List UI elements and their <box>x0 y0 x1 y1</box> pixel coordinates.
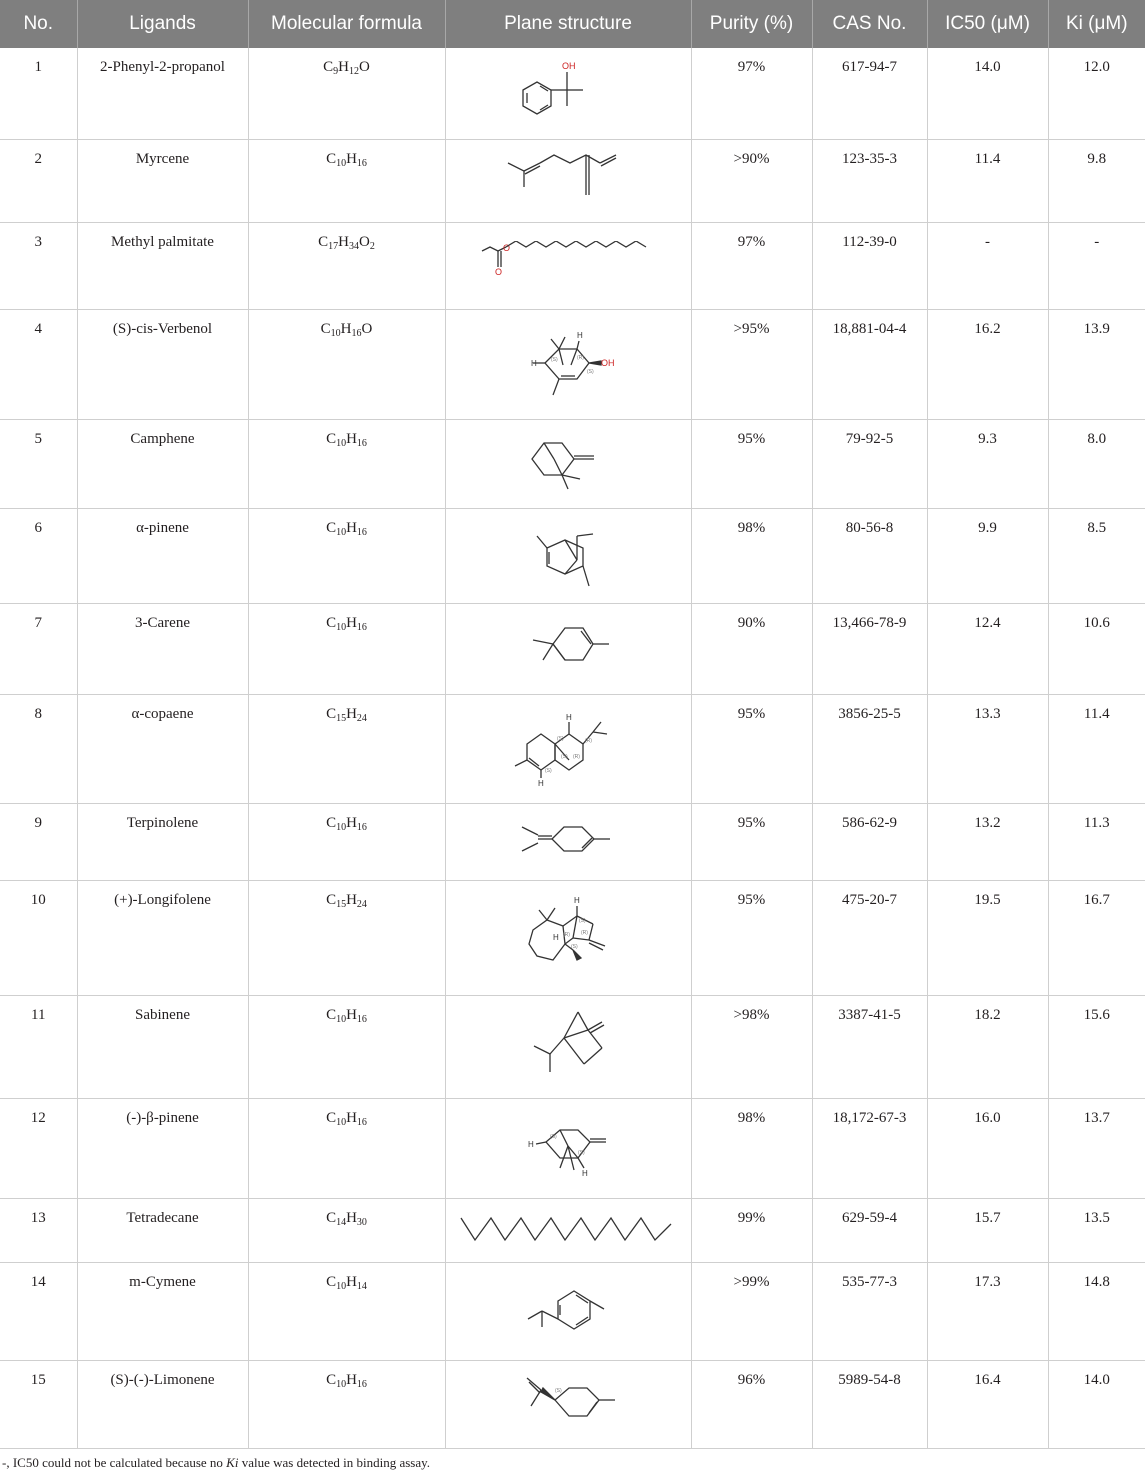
molecular-formula <box>248 1360 445 1448</box>
purity-value: 98% <box>691 508 812 603</box>
formula-subscript: 12 <box>349 66 359 77</box>
ligand-name: Terpinolene <box>77 803 248 880</box>
purity-value: 95% <box>691 694 812 803</box>
table-row <box>0 48 1145 139</box>
row-number: 11 <box>0 995 77 1098</box>
formula-element: C <box>326 1371 337 1388</box>
limonene-structure-icon <box>445 1360 691 1448</box>
ic50-value: 9.3 <box>927 419 1048 508</box>
structure-label: H <box>574 896 580 905</box>
structure-label: (R) <box>577 355 584 361</box>
m-cymene-structure-icon <box>445 1262 691 1360</box>
structure-label: (S) <box>551 357 558 363</box>
molecular-formula <box>248 222 445 309</box>
table-row <box>0 1198 1145 1262</box>
molecular-formula <box>248 803 445 880</box>
purity-value: >95% <box>691 309 812 419</box>
ligand-name: m-Cymene <box>77 1262 248 1360</box>
header-no: No. <box>0 0 77 48</box>
table-row <box>0 1262 1145 1360</box>
ligand-name: α-pinene <box>77 508 248 603</box>
table-body <box>0 48 1145 1448</box>
structure-label: H <box>528 1140 534 1149</box>
structure-label: (R) <box>585 737 592 744</box>
row-number: 1 <box>0 48 77 139</box>
formula-subscript: 10 <box>336 157 347 169</box>
ki-value: 8.0 <box>1048 419 1145 508</box>
purity-value: 95% <box>691 419 812 508</box>
ligand-name: α-copaene <box>77 694 248 803</box>
formula-element: H <box>346 1006 357 1023</box>
ki-value: 10.6 <box>1048 603 1145 694</box>
table-row <box>0 1360 1145 1448</box>
formula-subscript: 16 <box>356 821 367 833</box>
row-number: 7 <box>0 603 77 694</box>
structure-label: H <box>566 712 572 722</box>
ic50-value: 16.4 <box>927 1360 1048 1448</box>
ic50-value: 17.3 <box>927 1262 1048 1360</box>
molecular-formula <box>248 880 445 995</box>
purity-value: >99% <box>691 1262 812 1360</box>
table-row <box>0 995 1145 1098</box>
row-number: 3 <box>0 222 77 309</box>
formula-element: C <box>326 430 337 447</box>
ki-value: 9.8 <box>1048 139 1145 222</box>
ligand-name: Myrcene <box>77 139 248 222</box>
cas-number: 112-39-0 <box>812 222 927 309</box>
ic50-value: 18.2 <box>927 995 1048 1098</box>
formula-element: H <box>346 1273 357 1290</box>
molecular-formula <box>248 48 445 139</box>
formula-element: H <box>346 519 357 536</box>
row-number: 5 <box>0 419 77 508</box>
structure-label: (R) <box>563 932 570 938</box>
formula-element: H <box>346 705 357 722</box>
molecular-formula <box>248 1262 445 1360</box>
ic50-value: 15.7 <box>927 1198 1048 1262</box>
formula-element: H <box>338 59 349 75</box>
longifolene-structure-icon <box>445 880 691 995</box>
formula-element: C <box>326 150 337 167</box>
formula-subscript: 16 <box>356 526 367 538</box>
formula-subscript: 10 <box>336 621 347 633</box>
molecular-formula <box>248 995 445 1098</box>
formula-element: H <box>340 320 352 337</box>
structure-label: (S) <box>555 1388 562 1394</box>
structure-label: O <box>503 242 511 253</box>
row-number: 15 <box>0 1360 77 1448</box>
ki-value: - <box>1048 222 1145 309</box>
formula-element: O <box>359 59 370 75</box>
structure-label: H <box>553 933 559 942</box>
ki-value: 16.7 <box>1048 880 1145 995</box>
formula-element: H <box>338 233 349 250</box>
structure-label: (S) <box>561 753 568 760</box>
cas-number: 475-20-7 <box>812 880 927 995</box>
formula-subscript: 24 <box>356 898 367 910</box>
row-number: 6 <box>0 508 77 603</box>
molecular-formula <box>248 1098 445 1198</box>
header-cas-no: CAS No. <box>812 0 927 48</box>
structure-label: OH <box>601 358 615 368</box>
cas-number: 79-92-5 <box>812 419 927 508</box>
formula-element: H <box>346 430 357 447</box>
row-number: 13 <box>0 1198 77 1262</box>
structure-label: (S) <box>587 369 594 375</box>
formula-subscript: 16 <box>356 1013 367 1025</box>
carene-structure-icon <box>445 603 691 694</box>
cas-number: 123-35-3 <box>812 139 927 222</box>
ligand-name: 2-Phenyl-2-propanol <box>77 48 248 139</box>
table-footnote <box>0 1449 1145 1471</box>
formula-element: C <box>326 1109 337 1126</box>
ic50-value: 16.2 <box>927 309 1048 419</box>
alpha-pinene-structure-icon <box>445 508 691 603</box>
formula-subscript: 15 <box>336 898 347 910</box>
ligand-name: 3-Carene <box>77 603 248 694</box>
table-row <box>0 694 1145 803</box>
ic50-value: 9.9 <box>927 508 1048 603</box>
table-row <box>0 508 1145 603</box>
ki-value: 14.8 <box>1048 1262 1145 1360</box>
cas-number: 535-77-3 <box>812 1262 927 1360</box>
structure-label: (S) <box>578 1150 585 1156</box>
tetradecane-structure-icon <box>445 1198 691 1262</box>
ic50-value: 13.3 <box>927 694 1048 803</box>
ki-value: 8.5 <box>1048 508 1145 603</box>
purity-value: 90% <box>691 603 812 694</box>
formula-element: C <box>326 705 337 722</box>
structure-label: H <box>577 331 583 340</box>
formula-subscript: 9 <box>333 66 339 77</box>
cas-number: 80-56-8 <box>812 508 927 603</box>
cas-number: 617-94-7 <box>812 48 927 139</box>
cas-number: 3387-41-5 <box>812 995 927 1098</box>
structure-label: OH <box>562 61 576 72</box>
formula-subscript: 2 <box>369 240 375 252</box>
ki-value: 11.4 <box>1048 694 1145 803</box>
table-row <box>0 1098 1145 1198</box>
ligand-name: Tetradecane <box>77 1198 248 1262</box>
formula-element: H <box>346 1209 357 1226</box>
table-row <box>0 803 1145 880</box>
structure-label: H <box>538 778 544 788</box>
row-number: 8 <box>0 694 77 803</box>
cas-number: 18,172-67-3 <box>812 1098 927 1198</box>
formula-subscript: 10 <box>336 526 347 538</box>
purity-value: 95% <box>691 880 812 995</box>
structure-label: (R) <box>573 753 580 760</box>
sabinene-structure-icon <box>445 995 691 1098</box>
structure-label: (S) <box>571 944 578 950</box>
ki-value: 14.0 <box>1048 1360 1145 1448</box>
formula-subscript: 15 <box>336 712 347 724</box>
formula-subscript: 16 <box>356 621 367 633</box>
formula-element: H <box>346 1109 357 1126</box>
formula-subscript: 10 <box>336 1378 347 1390</box>
ic50-value: 16.0 <box>927 1098 1048 1198</box>
structure-label: (S) <box>550 1134 557 1140</box>
structure-label: H <box>582 1169 588 1178</box>
purity-value: 95% <box>691 803 812 880</box>
ligand-name: Camphene <box>77 419 248 508</box>
molecular-formula <box>248 419 445 508</box>
table-row <box>0 309 1145 419</box>
footnote-italic: Ki <box>226 1454 239 1470</box>
formula-element: H <box>346 891 357 908</box>
purity-value: 97% <box>691 48 812 139</box>
ki-value: 12.0 <box>1048 48 1145 139</box>
header-ligands: Ligands <box>77 0 248 48</box>
formula-subscript: 16 <box>356 1116 367 1128</box>
formula-subscript: 14 <box>336 1216 347 1228</box>
purity-value: >98% <box>691 995 812 1098</box>
table-row <box>0 603 1145 694</box>
structure-label: (S) <box>545 767 552 774</box>
molecular-formula <box>248 694 445 803</box>
ki-value: 13.9 <box>1048 309 1145 419</box>
ligand-name: Methyl palmitate <box>77 222 248 309</box>
formula-subscript: 10 <box>336 1013 347 1025</box>
ic50-value: 12.4 <box>927 603 1048 694</box>
alpha-copaene-structure-icon <box>445 694 691 803</box>
formula-subscript: 17 <box>328 240 339 252</box>
verbenol-structure-icon <box>445 309 691 419</box>
formula-subscript: 34 <box>349 240 359 252</box>
row-number: 14 <box>0 1262 77 1360</box>
formula-element: C <box>318 233 329 250</box>
table-row <box>0 419 1145 508</box>
ki-value: 13.5 <box>1048 1198 1145 1262</box>
formula-element: H <box>346 614 357 631</box>
structure-label: (R) <box>581 930 588 936</box>
table-row <box>0 139 1145 222</box>
cas-number: 13,466-78-9 <box>812 603 927 694</box>
formula-element: C <box>320 320 331 337</box>
formula-subscript: 16 <box>351 327 362 339</box>
structure-label: H <box>531 359 537 368</box>
cas-number: 3856-25-5 <box>812 694 927 803</box>
footnote-after: value was detected in binding assay. <box>238 1454 431 1470</box>
molecular-formula <box>248 139 445 222</box>
beta-pinene-structure-icon <box>445 1098 691 1198</box>
formula-element: H <box>346 150 357 167</box>
ic50-value: - <box>927 222 1048 309</box>
ki-value: 13.7 <box>1048 1098 1145 1198</box>
row-number: 2 <box>0 139 77 222</box>
structure-label: (S) <box>579 918 586 924</box>
row-number: 10 <box>0 880 77 995</box>
table-row <box>0 222 1145 309</box>
header-ic50: IC50 (μM) <box>927 0 1048 48</box>
ligand-name: (S)-cis-Verbenol <box>77 309 248 419</box>
formula-element: C <box>326 614 337 631</box>
formula-element: C <box>326 1273 337 1290</box>
formula-element: C <box>323 59 334 75</box>
cas-number: 5989-54-8 <box>812 1360 927 1448</box>
header-plane-structure: Plane structure <box>445 0 691 48</box>
structure-label: (S) <box>557 735 564 742</box>
molecular-formula <box>248 1198 445 1262</box>
ic50-value: 19.5 <box>927 880 1048 995</box>
purity-value: 98% <box>691 1098 812 1198</box>
formula-element: O <box>359 233 370 250</box>
formula-element: C <box>326 519 337 536</box>
ki-value: 11.3 <box>1048 803 1145 880</box>
structure-label: O <box>495 266 503 277</box>
row-number: 9 <box>0 803 77 880</box>
terpinolene-structure-icon <box>445 803 691 880</box>
formula-subscript: 16 <box>356 437 367 449</box>
table-header <box>0 0 1145 48</box>
formula-subscript: 10 <box>330 327 341 339</box>
myrcene-structure-icon <box>445 139 691 222</box>
formula-subscript: 14 <box>356 1280 367 1292</box>
formula-subscript: 16 <box>356 157 367 169</box>
purity-value: >90% <box>691 139 812 222</box>
formula-subscript: 30 <box>356 1216 367 1228</box>
footnote-before: -, IC50 could not be calculated because no <box>2 1454 227 1470</box>
header-ki: Ki (μM) <box>1048 0 1145 48</box>
formula-element: C <box>326 891 337 908</box>
formula-subscript: 10 <box>336 1116 347 1128</box>
table-row <box>0 880 1145 995</box>
cas-number: 586-62-9 <box>812 803 927 880</box>
ic50-value: 14.0 <box>927 48 1048 139</box>
row-number: 12 <box>0 1098 77 1198</box>
camphene-structure-icon <box>445 419 691 508</box>
purity-value: 97% <box>691 222 812 309</box>
purity-value: 99% <box>691 1198 812 1262</box>
ligand-name: (-)-β-pinene <box>77 1098 248 1198</box>
formula-element: H <box>346 1371 357 1388</box>
formula-element: O <box>361 320 373 337</box>
formula-element: C <box>326 814 337 831</box>
header-molecular-formula: Molecular formula <box>248 0 445 48</box>
formula-subscript: 10 <box>336 437 347 449</box>
ki-value: 15.6 <box>1048 995 1145 1098</box>
methyl-palmitate-structure-icon <box>445 222 691 309</box>
molecular-formula <box>248 603 445 694</box>
formula-element: C <box>326 1209 337 1226</box>
formula-subscript: 16 <box>356 1378 367 1390</box>
ligand-name: (S)-(-)-Limonene <box>77 1360 248 1448</box>
molecular-formula <box>248 309 445 419</box>
ic50-value: 13.2 <box>927 803 1048 880</box>
formula-element: C <box>326 1006 337 1023</box>
formula-subscript: 10 <box>336 821 347 833</box>
ligand-name: Sabinene <box>77 995 248 1098</box>
formula-subscript: 10 <box>336 1280 347 1292</box>
formula-subscript: 24 <box>356 712 367 724</box>
header-purity: Purity (%) <box>691 0 812 48</box>
formula-element: H <box>346 814 357 831</box>
cas-number: 629-59-4 <box>812 1198 927 1262</box>
row-number: 4 <box>0 309 77 419</box>
purity-value: 96% <box>691 1360 812 1448</box>
ic50-value: 11.4 <box>927 139 1048 222</box>
ligand-name: (+)-Longifolene <box>77 880 248 995</box>
cas-number: 18,881-04-4 <box>812 309 927 419</box>
2-phenyl-2-propanol-structure-icon <box>445 48 691 139</box>
molecular-formula <box>248 508 445 603</box>
